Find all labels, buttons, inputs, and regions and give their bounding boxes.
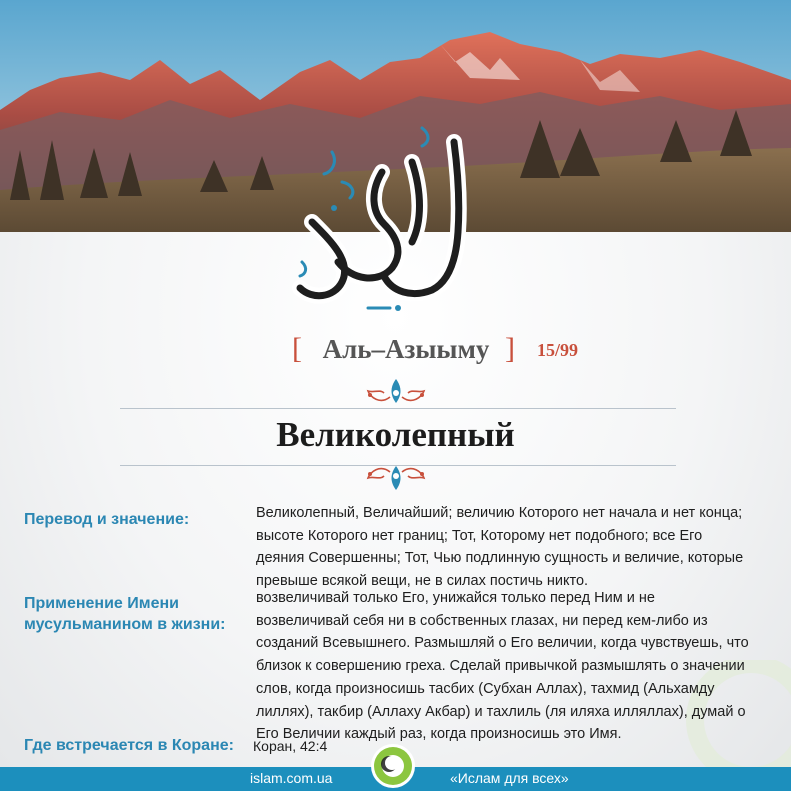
usage-line: возвеличивай себя ни в собственных глазах, ни перед кем-либо из xyxy=(256,612,708,629)
floral-ornament-bottom-icon xyxy=(360,458,432,494)
floral-ornament-top-icon xyxy=(360,375,432,411)
usage-line: созданий Всевышнего. Размышляй о Его величии, когда чувствуешь, что xyxy=(256,635,749,652)
usage-text xyxy=(256,587,786,746)
quran-reference: Коран, 42:4 xyxy=(253,738,328,754)
usage-line: Его Величии каждый раз, когда произносишь это Имя. xyxy=(256,726,622,743)
usage-label-line: Применение Имени xyxy=(24,595,179,612)
translation-text xyxy=(256,502,786,593)
islam-logo-icon[interactable] xyxy=(370,743,416,789)
usage-label-line: мусульманином в жизни: xyxy=(24,616,226,633)
bracket-open: [ xyxy=(292,332,302,365)
divider-top xyxy=(120,408,676,409)
usage-line: слов, когда произносишь тасбих (Субхан Аллах), тахмид (Альхамду xyxy=(256,680,715,697)
quran-label: Где встречается в Коране: xyxy=(24,737,234,754)
translation-label: Перевод и значение: xyxy=(24,511,190,528)
bracket-close: ] xyxy=(505,332,515,365)
arabic-calligraphy-icon xyxy=(272,112,502,322)
footer-site-link[interactable]: islam.com.ua xyxy=(250,770,333,786)
page-title: Великолепный xyxy=(276,415,515,454)
usage-line: близок к совершению греха. Сделай привычкой размышлять о значении xyxy=(256,658,745,675)
footer-slogan: «Ислам для всех» xyxy=(450,770,569,786)
translation-line: высоте Которого нет границ; Тот, Которому нет подобного; все Его xyxy=(256,527,703,544)
usage-line: возвеличивай только Его, унижайся только перед Ним и не xyxy=(256,590,655,606)
name-index: 15/99 xyxy=(537,340,579,360)
translation-line: Великолепный, Величайший; величию Которого нет начала и нет конца; xyxy=(256,505,743,521)
translation-line: деяния Совершенны; Тот, Чью подлинную сущность и величие, которые xyxy=(256,550,744,567)
name-transliteration: Аль–Азыыму xyxy=(322,334,490,364)
usage-line: лиллях), такбир (Аллаху Акбар) и тахлиль (ля иляха илляллах), думай о xyxy=(256,703,746,720)
name-heading xyxy=(0,330,791,370)
usage-label xyxy=(24,593,254,635)
translation-line: превыше всякой вещи, не в силах постичь никто. xyxy=(256,573,589,590)
